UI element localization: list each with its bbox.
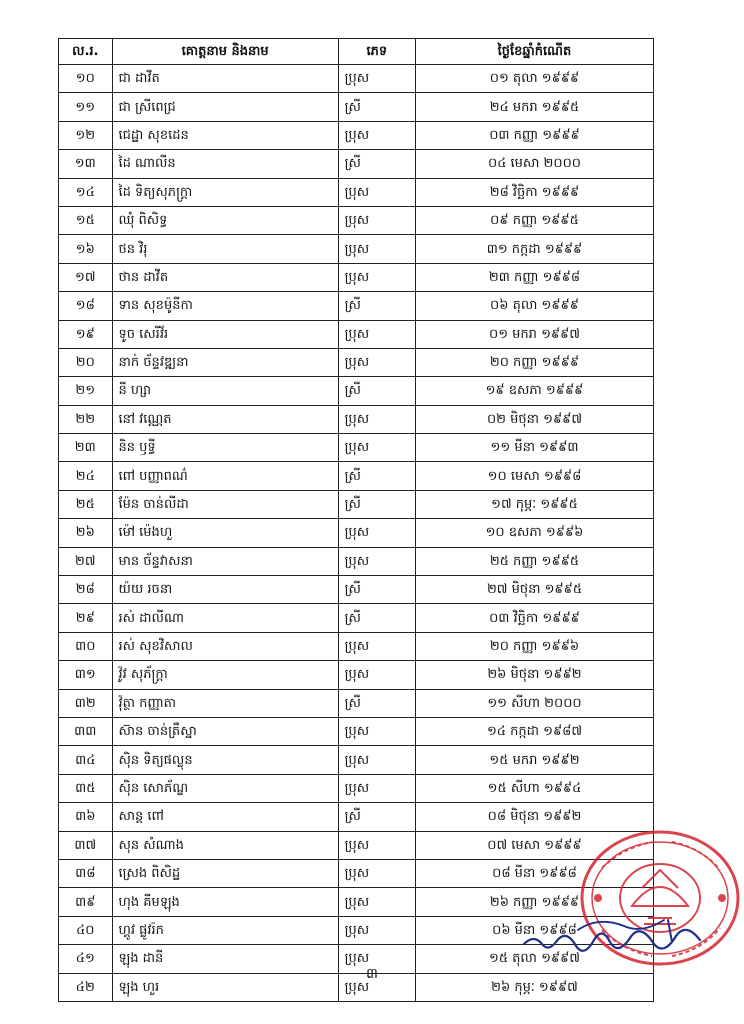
cell-date-of-birth: ២៦ មិថុនា ១៩៩២ [415, 661, 653, 689]
cell-name: នាក់ ច័ន្ទវឌ្ឍនា [112, 348, 338, 376]
cell-sex: ប្រុស [338, 178, 415, 206]
cell-name: វ៉ូវ សុភ័ក្ត្រា [112, 661, 338, 689]
cell-sex: ប្រុស [338, 831, 415, 859]
cell-sex: ប្រុស [338, 661, 415, 689]
cell-date-of-birth: ០១ តុលា ១៩៩៩ [415, 65, 653, 93]
cell-date-of-birth: ០៨ មីនា ១៩៩៨ [415, 859, 653, 887]
table-row [59, 632, 654, 660]
cell-sex: ស្រី [338, 604, 415, 632]
table-header-row [59, 39, 654, 65]
table-row [59, 803, 654, 831]
cell-date-of-birth: ២០ កញ្ញា ១៩៩៩ [415, 348, 653, 376]
cell-name: នី ហ្សា [112, 377, 338, 405]
cell-number: ៣៧ [59, 831, 113, 859]
cell-date-of-birth: ០១ មករា ១៩៩៧ [415, 320, 653, 348]
cell-date-of-birth: ១៤ កក្កដា ១៩៨៧ [415, 717, 653, 745]
cell-number: ១៩ [59, 320, 113, 348]
cell-name: ទូច សេរីវ័រ [112, 320, 338, 348]
cell-date-of-birth: ០៨ មិថុនា ១៩៩២ [415, 803, 653, 831]
cell-number: ១២ [59, 121, 113, 149]
cell-number: ៤០ [59, 916, 113, 944]
cell-sex: ប្រុស [338, 916, 415, 944]
cell-date-of-birth: ០៣ កញ្ញា ១៩៩៩ [415, 121, 653, 149]
cell-name: ថាន ដាវីត [112, 263, 338, 291]
cell-name: ស្រេង ពិសិដ្ឋ [112, 859, 338, 887]
handwritten-signature-icon [518, 912, 718, 960]
cell-name: ទាន សុខម៉ូនីកា [112, 292, 338, 320]
header-name: គោត្តនាម និងនាម [112, 39, 338, 65]
cell-name: ស៊ិន សោភ័ណ្ឌ [112, 774, 338, 802]
cell-number: ៣០ [59, 632, 113, 660]
cell-number: ១៨ [59, 292, 113, 320]
cell-date-of-birth: ០៧ មេសា ១៩៩៩ [415, 831, 653, 859]
cell-name: រស់ សុខវិសាល [112, 632, 338, 660]
cell-name: ស៊ាន ចាន់ត្រឹស្នា [112, 717, 338, 745]
cell-name: ហ្គូវ ផ្លូវរ៉ក [112, 916, 338, 944]
cell-sex: ប្រុស [338, 235, 415, 263]
cell-date-of-birth: ២០ កញ្ញា ១៩៩៦ [415, 632, 653, 660]
table-row [59, 661, 654, 689]
cell-name: ហុង គីមឡុង [112, 888, 338, 916]
cell-sex: ប្រុស [338, 774, 415, 802]
table-row [59, 717, 654, 745]
cell-sex: ស្រី [338, 490, 415, 518]
cell-number: ២៤ [59, 462, 113, 490]
table-row [59, 462, 654, 490]
table-row [59, 292, 654, 320]
cell-sex: ប្រុស [338, 519, 415, 547]
cell-date-of-birth: ១១ សីហា ២០០០ [415, 689, 653, 717]
cell-number: ១៤ [59, 178, 113, 206]
cell-sex: ប្រុស [338, 65, 415, 93]
cell-name: ម៉ែន ចាន់លីដា [112, 490, 338, 518]
cell-date-of-birth: ១៥ មករា ១៩៩២ [415, 746, 653, 774]
cell-date-of-birth: ២៨ វិច្ឆិកា ១៩៩៩ [415, 178, 653, 206]
cell-sex: ប្រុស [338, 121, 415, 149]
cell-name: នៅ វណ្ណេត [112, 405, 338, 433]
table-row [59, 859, 654, 887]
cell-date-of-birth: ២៥ កញ្ញា ១៩៩៥ [415, 547, 653, 575]
cell-number: ១៦ [59, 235, 113, 263]
cell-name: សាន្ត ពៅ [112, 803, 338, 831]
cell-sex: ប្រុស [338, 405, 415, 433]
cell-sex: ស្រី [338, 462, 415, 490]
table-row [59, 689, 654, 717]
page-number: ៣ [366, 966, 378, 982]
cell-date-of-birth: ០៤ មេសា ២០០០ [415, 150, 653, 178]
table-row [59, 576, 654, 604]
cell-number: ៣៥ [59, 774, 113, 802]
cell-name: ជា ដាវីត [112, 65, 338, 93]
table-row [59, 547, 654, 575]
cell-number: ២៧ [59, 547, 113, 575]
cell-date-of-birth: ២៦ កញ្ញា ១៩៩៩ [415, 888, 653, 916]
cell-name: ពៅ បញ្ញាពណ៌ [112, 462, 338, 490]
cell-number: ២៩ [59, 604, 113, 632]
cell-sex: ស្រី [338, 576, 415, 604]
table-row [59, 405, 654, 433]
cell-sex: ប្រុស [338, 717, 415, 745]
cell-number: ៣៣ [59, 717, 113, 745]
cell-name: ដៃ ទិត្យសុភក្ត្រា [112, 178, 338, 206]
table-row [59, 604, 654, 632]
cell-sex: ប្រុស [338, 206, 415, 234]
header-date-of-birth: ថ្ងៃខែឆ្នាំកំណើត [415, 39, 653, 65]
cell-number: ២០ [59, 348, 113, 376]
cell-number: ១៣ [59, 150, 113, 178]
cell-number: ៤២ [59, 973, 113, 1001]
cell-sex: ប្រុស [338, 348, 415, 376]
cell-date-of-birth: ១៩ ឧសភា ១៩៩៩ [415, 377, 653, 405]
cell-number: ៣៦ [59, 803, 113, 831]
table-row [59, 831, 654, 859]
cell-date-of-birth: ២៦ កុម្ភៈ ១៩៩៧ [415, 973, 653, 1001]
cell-sex: ប្រុស [338, 434, 415, 462]
cell-date-of-birth: ១១ មីនា ១៩៩៣ [415, 434, 653, 462]
cell-date-of-birth: ១៥ សីហា ១៩៩៤ [415, 774, 653, 802]
student-roster-table [58, 38, 654, 1002]
cell-number: ៣២ [59, 689, 113, 717]
cell-sex: ស្រី [338, 377, 415, 405]
cell-date-of-birth: ០៦ មីនា ១៩៩៨ [415, 916, 653, 944]
cell-name: ឡុង ហួរ [112, 973, 338, 1001]
cell-number: ១៧ [59, 263, 113, 291]
cell-date-of-birth: ២៧ មិថុនា ១៩៩៥ [415, 576, 653, 604]
table-row [59, 263, 654, 291]
cell-number: ៣៨ [59, 859, 113, 887]
cell-sex: ប្រុស [338, 973, 415, 1001]
cell-sex: ស្រី [338, 803, 415, 831]
cell-date-of-birth: ០៩ កញ្ញា ១៩៩៥ [415, 206, 653, 234]
cell-name: សុន សំណាង [112, 831, 338, 859]
cell-number: ២៦ [59, 519, 113, 547]
cell-sex: ប្រុស [338, 888, 415, 916]
cell-date-of-birth: ០៣ វិច្ឆិកា ១៩៩៩ [415, 604, 653, 632]
cell-date-of-birth: ១៥ តុលា ១៩៩៧ [415, 945, 653, 973]
cell-name: និន ឫទ្ធី [112, 434, 338, 462]
table-row [59, 746, 654, 774]
cell-date-of-birth: ០២ មិថុនា ១៩៩៧ [415, 405, 653, 433]
cell-sex: ស្រី [338, 93, 415, 121]
table-row [59, 490, 654, 518]
cell-sex: ប្រុស [338, 632, 415, 660]
cell-sex: ប្រុស [338, 945, 415, 973]
cell-name: ម៉ៅ ម៉េងហួ [112, 519, 338, 547]
cell-date-of-birth: ២៣ កញ្ញា ១៩៩៨ [415, 263, 653, 291]
table-row [59, 519, 654, 547]
cell-name: ថន វិរុ [112, 235, 338, 263]
cell-number: ២២ [59, 405, 113, 433]
cell-name: វ៉ុត្ថា កញ្ញាតា [112, 689, 338, 717]
cell-date-of-birth: ០៦ តុលា ១៩៩៩ [415, 292, 653, 320]
header-number: ល.រ. [59, 39, 113, 65]
table-row [59, 348, 654, 376]
cell-number: ៤១ [59, 945, 113, 973]
table-row [59, 121, 654, 149]
cell-number: ៣៤ [59, 746, 113, 774]
table-row [59, 235, 654, 263]
cell-sex: ប្រុស [338, 547, 415, 575]
cell-number: ១១ [59, 93, 113, 121]
cell-name: ដៃ ណាលីន [112, 150, 338, 178]
table-row [59, 320, 654, 348]
cell-number: ១០ [59, 65, 113, 93]
table-body [59, 65, 654, 1002]
table-row [59, 377, 654, 405]
cell-date-of-birth: ៣១ កក្កដា ១៩៩៩ [415, 235, 653, 263]
cell-name: ជេដ្ឋា សុខដេន [112, 121, 338, 149]
cell-sex: ប្រុស [338, 746, 415, 774]
cell-sex: ប្រុស [338, 320, 415, 348]
cell-date-of-birth: ២៤ មករា ១៩៩៥ [415, 93, 653, 121]
cell-date-of-birth: ១៧ កុម្ភៈ ១៩៩៥ [415, 490, 653, 518]
cell-name: មាន ច័ន្ទវាសនា [112, 547, 338, 575]
cell-sex: ប្រុស [338, 859, 415, 887]
cell-name: យ៉យ រចនា [112, 576, 338, 604]
table-row [59, 150, 654, 178]
cell-number: ២១ [59, 377, 113, 405]
cell-date-of-birth: ១០ ឧសភា ១៩៩៦ [415, 519, 653, 547]
cell-number: ២៣ [59, 434, 113, 462]
cell-name: ឈុំ ពិសិទ្ធ [112, 206, 338, 234]
table-row [59, 178, 654, 206]
header-sex: ភេទ [338, 39, 415, 65]
cell-date-of-birth: ១០ មេសា ១៩៩៨ [415, 462, 653, 490]
cell-name: ស៊ិន ទិត្យផល្លុន [112, 746, 338, 774]
cell-number: ៣៩ [59, 888, 113, 916]
table-row [59, 774, 654, 802]
cell-number: ២៥ [59, 490, 113, 518]
table-row [59, 65, 654, 93]
cell-number: ២៨ [59, 576, 113, 604]
cell-sex: ស្រី [338, 689, 415, 717]
cell-sex: ស្រី [338, 150, 415, 178]
cell-number: ៣១ [59, 661, 113, 689]
table-row [59, 93, 654, 121]
cell-sex: ស្រី [338, 292, 415, 320]
table-row [59, 434, 654, 462]
cell-number: ១៥ [59, 206, 113, 234]
cell-name: ជា ស្រីពេជ្រ [112, 93, 338, 121]
cell-sex: ប្រុស [338, 263, 415, 291]
table-row [59, 206, 654, 234]
cell-name: រស់ ដាលីណា [112, 604, 338, 632]
cell-name: ឡុង ដានី [112, 945, 338, 973]
